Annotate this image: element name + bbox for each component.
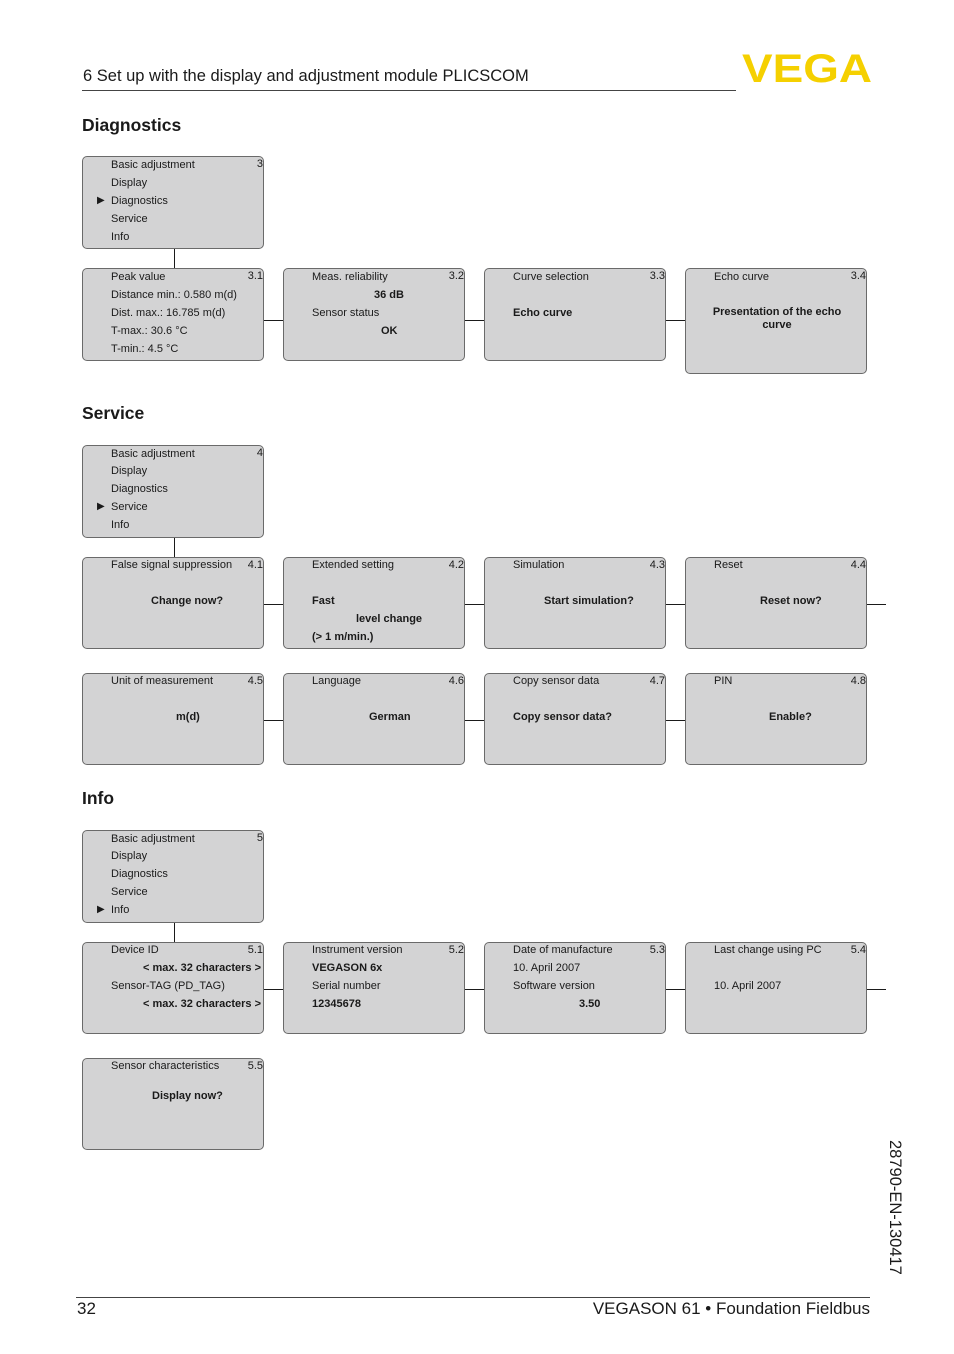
box-line: Copy sensor data? (513, 711, 613, 723)
footer-rule (76, 1297, 870, 1298)
param-box-4-1 (82, 557, 264, 649)
menu-item-diagnostics: Diagnostics (111, 868, 168, 880)
connector (465, 604, 484, 605)
box-number: 3.3 (649, 270, 665, 282)
box-line: German (369, 711, 411, 723)
menu-item-diagnostics: Diagnostics (111, 483, 168, 495)
param-box-3-4 (685, 268, 867, 374)
connector (867, 989, 886, 990)
param-box-5-5 (82, 1058, 264, 1150)
box-number: 3.2 (448, 270, 464, 282)
param-box-5-2 (283, 942, 465, 1034)
param-box-4-2 (283, 557, 465, 649)
box-line: m(d) (176, 711, 200, 723)
menu-box-service (82, 445, 264, 538)
box-line: Sensor characteristics (111, 1060, 220, 1072)
menu-item-basic-adjustment: Basic adjustment (111, 448, 195, 460)
box-line: Reset now? (760, 595, 822, 607)
box-number: 4.2 (448, 559, 464, 571)
box-line: PIN (714, 675, 733, 687)
box-number: 5.1 (247, 944, 263, 956)
menu-number: 4 (256, 447, 263, 459)
box-line: Date of manufacture (513, 944, 613, 956)
box-line: level change (356, 613, 423, 625)
connector (264, 989, 283, 990)
box-line: Peak value (111, 271, 166, 283)
menu-item-service: Service (111, 213, 148, 225)
box-line: Simulation (513, 559, 565, 571)
box-line: Instrument version (312, 944, 403, 956)
connector (465, 989, 484, 990)
param-box-4-4 (685, 557, 867, 649)
box-line: Extended setting (312, 559, 394, 571)
menu-item-info: Info (111, 231, 130, 243)
box-line: T-max.: 30.6 °C (111, 325, 188, 337)
menu-number: 3 (256, 158, 263, 170)
menu-item-basic-adjustment: Basic adjustment (111, 159, 195, 171)
connector (465, 720, 484, 721)
chapter-title: 6 Set up with the display and adjustment module PLICSCOM (83, 67, 529, 85)
connector (666, 989, 685, 990)
connector (666, 320, 685, 321)
param-box-5-1 (82, 942, 264, 1034)
box-line: Presentation of the echo (712, 306, 842, 318)
connector (264, 720, 283, 721)
box-line: Sensor status (312, 307, 380, 319)
box-number: 4.5 (247, 675, 263, 687)
param-box-4-5 (82, 673, 264, 765)
box-number: 3.4 (850, 270, 866, 282)
box-line: T-min.: 4.5 °C (111, 343, 179, 355)
param-box-4-7 (484, 673, 666, 765)
product-name: VEGASON 61 • Foundation Fieldbus (592, 1299, 870, 1318)
menu-item-display: Display (111, 850, 148, 862)
box-line: Software version (513, 980, 595, 992)
menu-item-display: Display (111, 465, 148, 477)
box-line: Copy sensor data (513, 675, 600, 687)
box-line: Language (312, 675, 361, 687)
box-number: 5.3 (649, 944, 665, 956)
box-line: Echo curve (714, 271, 770, 283)
param-box-5-3 (484, 942, 666, 1034)
box-line: 12345678 (312, 998, 361, 1010)
header-rule (82, 90, 736, 91)
box-number: 3.1 (247, 270, 263, 282)
menu-item-info: Info (111, 904, 130, 916)
menu-item-info: Info (111, 519, 130, 531)
box-line: < max. 32 characters > (143, 962, 262, 974)
connector (666, 720, 685, 721)
selection-marker-icon: ▶ (97, 195, 105, 206)
connector (174, 249, 175, 268)
box-line: Fast (312, 595, 335, 607)
box-number: 5.4 (850, 944, 866, 956)
menu-item-diagnostics: Diagnostics (111, 195, 168, 207)
param-box-5-4 (685, 942, 867, 1034)
box-line: Last change using PC (714, 944, 822, 956)
vega-logo-text: VEGA (742, 50, 872, 86)
param-box-3-3 (484, 268, 666, 361)
section-heading-diagnostics: Diagnostics (82, 115, 182, 135)
box-line: Reset (714, 559, 743, 571)
box-line: Sensor-TAG (PD_TAG) (111, 980, 225, 992)
connector (867, 604, 886, 605)
menu-number: 5 (256, 832, 263, 844)
connector (666, 604, 685, 605)
box-number: 4.1 (247, 559, 263, 571)
box-number: 4.6 (448, 675, 464, 687)
box-number: 4.3 (649, 559, 665, 571)
box-line: Distance min.: 0.580 m(d) (111, 289, 237, 301)
menu-item-basic-adjustment: Basic adjustment (111, 833, 195, 845)
box-line: < max. 32 characters > (143, 998, 262, 1010)
box-line: Serial number (312, 980, 381, 992)
box-line: OK (381, 325, 398, 337)
box-line: Enable? (769, 711, 812, 723)
connector (264, 320, 283, 321)
box-number: 4.7 (649, 675, 665, 687)
box-line: curve (762, 319, 792, 331)
box-number: 5.2 (448, 944, 464, 956)
param-box-4-3 (484, 557, 666, 649)
box-line: Device ID (111, 944, 159, 956)
box-line: 10. April 2007 (714, 980, 782, 992)
document-id: 28790-EN-130417 (886, 1140, 904, 1275)
connector (465, 320, 484, 321)
vega-logo (742, 50, 874, 86)
selection-marker-icon: ▶ (97, 904, 105, 915)
menu-item-display: Display (111, 177, 148, 189)
box-line: 10. April 2007 (513, 962, 581, 974)
menu-box-info (82, 830, 264, 923)
section-heading-info: Info (82, 788, 115, 808)
box-line: Echo curve (513, 307, 573, 319)
box-line: (> 1 m/min.) (312, 631, 374, 643)
section-heading-service: Service (82, 403, 145, 423)
connector (174, 923, 175, 942)
box-line: False signal suppression (111, 559, 233, 571)
menu-item-service: Service (111, 501, 148, 513)
box-line: Display now? (152, 1090, 223, 1102)
box-line: 3.50 (579, 998, 601, 1010)
connector (174, 538, 175, 557)
box-line: Meas. reliability (312, 271, 388, 283)
box-line: VEGASON 6x (312, 962, 383, 974)
selection-marker-icon: ▶ (97, 501, 105, 512)
menu-item-service: Service (111, 886, 148, 898)
param-box-4-8 (685, 673, 867, 765)
box-number: 5.5 (247, 1060, 263, 1072)
box-number: 4.8 (850, 675, 866, 687)
menu-box-diagnostics (82, 156, 264, 249)
connector (264, 604, 283, 605)
param-box-3-1 (82, 268, 264, 361)
param-box-3-2 (283, 268, 465, 361)
box-line: Unit of measurement (111, 675, 214, 687)
box-line: 36 dB (374, 289, 404, 301)
box-number: 4.4 (850, 559, 866, 571)
param-box-4-6 (283, 673, 465, 765)
page-number: 32 (77, 1299, 96, 1318)
box-line: Curve selection (513, 271, 589, 283)
box-line: Start simulation? (544, 595, 634, 607)
box-line: Change now? (151, 595, 224, 607)
box-line: Dist. max.: 16.785 m(d) (111, 307, 226, 319)
